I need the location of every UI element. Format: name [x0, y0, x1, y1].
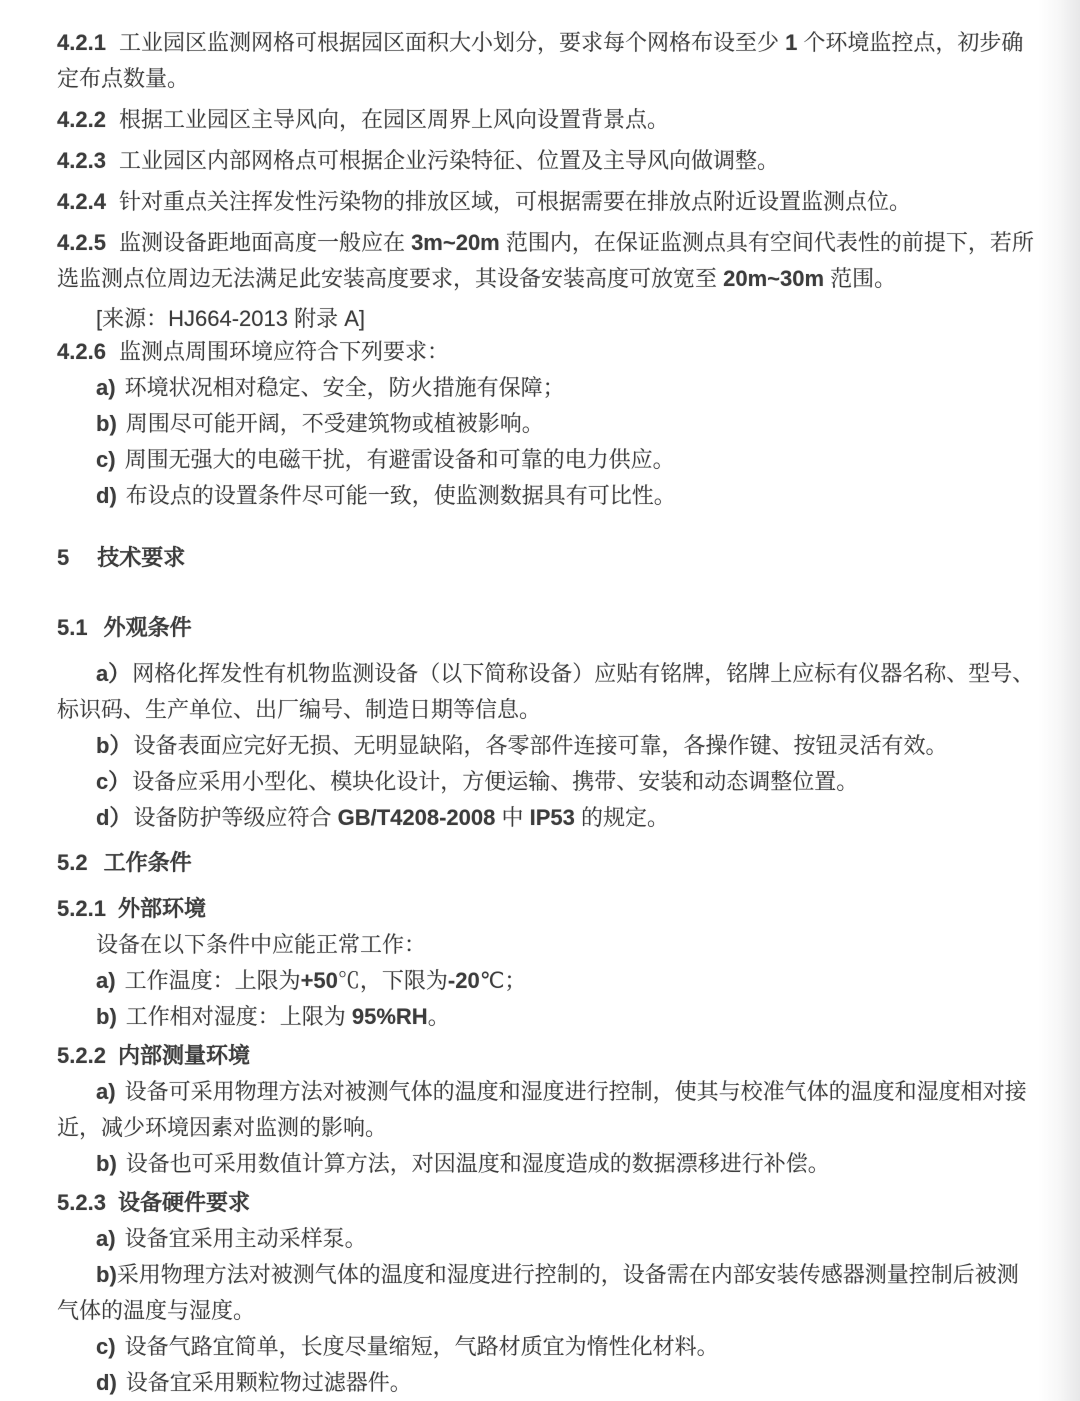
text-run: 设备宜采用颗粒物过滤器件。 — [125, 1370, 412, 1395]
paragraph-marker: b) — [96, 1151, 117, 1176]
paragraph-marker: 4.2.4 — [57, 189, 106, 214]
paragraph-marker: 5.2 — [57, 850, 88, 875]
text-run: 技术要求 — [97, 545, 186, 570]
text-run: 设备宜采用主动采样泵。 — [124, 1226, 367, 1251]
paragraph-marker: 4.2.6 — [57, 339, 106, 364]
list-item-c — [57, 1329, 1037, 1365]
paragraph-marker: c） — [96, 769, 131, 794]
heading-5-2-1 — [57, 891, 1037, 927]
text-run: 工业园区监测网格可根据园区面积大小划分，要求每个网格布设至少 — [118, 30, 786, 55]
paragraph-marker: d） — [96, 805, 132, 830]
list-item-a — [57, 370, 1037, 406]
list-item-d — [57, 478, 1037, 514]
paragraph-marker: b) — [96, 1004, 117, 1029]
paragraph-marker: 4.2.1 — [57, 30, 106, 55]
text-run: 监测点周围环境应符合下列要求： — [118, 339, 449, 364]
text-run: 内部测量环境 — [117, 1043, 250, 1068]
text-run: 外部环境 — [117, 896, 206, 921]
clause-4-2-3 — [57, 143, 1037, 179]
text-run: 设备可采用物理方法对被测气体的温度和湿度进行控制，使其与校准气体的温度和湿度相对接近，减少环境因素对监测的影响。 — [57, 1079, 1027, 1140]
list-item-b — [57, 728, 1037, 764]
text-run: 针对重点关注挥发性污染物的排放区域，可根据需要在排放点附近设置监测点位。 — [118, 189, 911, 214]
list-item-c — [57, 442, 1037, 478]
text-run: 1 — [785, 30, 798, 55]
text-run: 95%RH — [351, 1004, 428, 1029]
paragraph-marker: 5 — [57, 545, 70, 570]
list-item-d — [57, 1365, 1037, 1401]
text-run: 根据工业园区主导风向，在园区周界上风向设置背景点。 — [118, 107, 669, 132]
list-item-a — [57, 1074, 1037, 1146]
text-run: 范围。 — [824, 266, 897, 291]
heading-5-2-3 — [57, 1185, 1037, 1221]
text-run: 工业园区内部网格点可根据企业污染特征、位置及主导风向做调整。 — [118, 148, 779, 173]
paragraph-marker: d) — [96, 483, 117, 508]
text-run: 个环境监控点，初步确定布点数量。 — [57, 30, 1024, 91]
heading-5-2 — [57, 845, 1037, 881]
paragraph-marker: b) — [96, 411, 117, 436]
text-run: 设备表面应完好无损、无明显缺陷，各零部件连接可靠，各操作键、按钮灵活有效。 — [133, 733, 948, 758]
heading-5 — [57, 540, 1037, 576]
text-run: 的规定。 — [574, 805, 669, 830]
clause-4-2-2 — [57, 102, 1037, 138]
text-run: 工作温度：上限为 — [124, 968, 301, 993]
text-run: 监测设备距地面高度一般应在 — [118, 230, 412, 255]
paragraph-marker: d) — [96, 1370, 117, 1395]
list-item-a — [57, 656, 1037, 728]
text-run: 工作相对湿度：上限为 — [125, 1004, 352, 1029]
list-item-b — [57, 406, 1037, 442]
text-run: 设备防护等级应符合 — [133, 805, 338, 830]
body-paragraph — [57, 927, 1037, 963]
paragraph-marker: c) — [96, 1334, 116, 1359]
text-run: 工作条件 — [103, 850, 192, 875]
text-run: 网格化挥发性有机物监测设备（以下简称设备）应贴有铭牌，铭牌上应标有仪器名称、型号、标识码、生产单位、出厂编号、制造日期等信息。 — [57, 661, 1035, 722]
text-run: 设备在以下条件中应能正常工作： — [96, 932, 427, 957]
text-run: IP53 — [529, 805, 575, 830]
heading-5-1 — [57, 610, 1037, 646]
paragraph-marker: c) — [96, 447, 116, 472]
text-run: 环境状况相对稳定、安全，防火措施有保障； — [124, 375, 565, 400]
paragraph-marker: 5.1 — [57, 615, 88, 640]
list-item-a — [57, 963, 1037, 999]
clause-4-2-5 — [57, 225, 1037, 297]
text-run: ℃； — [479, 968, 527, 993]
paragraph-marker: a） — [96, 661, 131, 686]
text-run: 周围尽可能开阔，不受建筑物或植被影响。 — [125, 411, 544, 436]
paragraph-marker: 5.2.2 — [57, 1043, 106, 1068]
text-run: [来源：HJ664-2013 附录 A] — [96, 306, 365, 331]
text-run: 设备也可采用数值计算方法，对因温度和湿度造成的数据漂移进行补偿。 — [125, 1151, 830, 1176]
text-run: 布设点的设置条件尽可能一致，使监测数据具有可比性。 — [125, 483, 676, 508]
paragraph-marker: a) — [96, 375, 116, 400]
text-run: GB/T4208-2008 — [337, 805, 496, 830]
paragraph-marker: 5.2.1 — [57, 896, 106, 921]
text-run: 范围内，在保证监测点具有空间代表性的前提下，若所选监测点位周边无法满足此安装高度要求，其设备安装高度可放宽至 — [57, 230, 1034, 291]
text-run: 设备硬件要求 — [117, 1190, 250, 1215]
paragraph-marker: 4.2.2 — [57, 107, 106, 132]
text-run: 20m~30m — [723, 266, 825, 291]
paragraph-marker: 4.2.5 — [57, 230, 106, 255]
text-run: 3m~20m — [411, 230, 500, 255]
paragraph-marker: a) — [96, 968, 116, 993]
paragraph-marker: b) — [96, 1262, 117, 1287]
paragraph-marker: a) — [96, 1079, 116, 1104]
text-run: 中 — [495, 805, 530, 830]
text-run: 设备应采用小型化、模块化设计，方便运输、携带、安装和动态调整位置。 — [132, 769, 859, 794]
text-run: 采用物理方法对被测气体的温度和湿度进行控制的，设备需在内部安装传感器测量控制后被测气体的温度与湿度。 — [57, 1262, 1019, 1323]
text-run: 设备气路宜简单，长度尽量缩短，气路材质宜为惰性化材料。 — [124, 1334, 719, 1359]
text-run: -20 — [447, 968, 480, 993]
source-note — [57, 301, 1037, 337]
text-run: +50 — [300, 968, 338, 993]
paragraph-marker: 5.2.3 — [57, 1190, 106, 1215]
text-run: 外观条件 — [103, 615, 192, 640]
document-content — [57, 25, 1037, 1401]
clause-4-2-6 — [57, 334, 1037, 370]
list-item-d — [57, 800, 1037, 836]
list-item-b — [57, 1257, 1037, 1329]
list-item-b — [57, 999, 1037, 1035]
text-run: 。 — [427, 1004, 450, 1029]
paragraph-marker: a) — [96, 1226, 116, 1251]
list-item-a — [57, 1221, 1037, 1257]
text-run: 周围无强大的电磁干扰，有避雷设备和可靠的电力供应。 — [124, 447, 675, 472]
paragraph-marker: 4.2.3 — [57, 148, 106, 173]
text-run: ℃，下限为 — [337, 968, 448, 993]
paragraph-marker: b） — [96, 733, 132, 758]
list-item-b — [57, 1146, 1037, 1182]
clause-4-2-1 — [57, 25, 1037, 97]
heading-5-2-2 — [57, 1038, 1037, 1074]
clause-4-2-4 — [57, 184, 1037, 220]
list-item-c — [57, 764, 1037, 800]
